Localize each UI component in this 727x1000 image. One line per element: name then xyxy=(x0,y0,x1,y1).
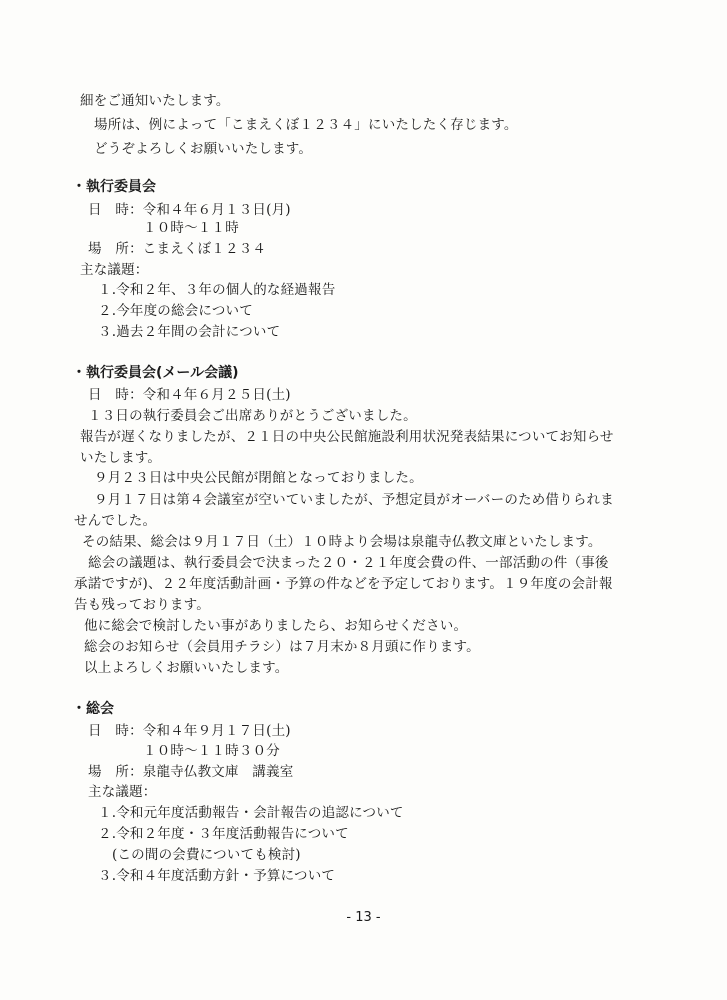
agenda-label: 主な議題： xyxy=(80,262,149,278)
body-line: 総会のお知らせ（会員用チラシ）は７月末か８月頭に作ります。 xyxy=(84,639,480,655)
page-number: - 13 - xyxy=(346,910,381,925)
meeting-place: 場 所：泉龍寺仏教文庫 講義室 xyxy=(88,764,294,780)
agenda-item-note: (この間の会費についても検討) xyxy=(112,847,301,863)
body-line: 承諾ですが)、２２年度活動計画・予算の件などを予定しております。１９年度の会計報 xyxy=(74,576,613,592)
body-line: その結果、総会は９月１７日（土）１０時より会場は泉龍寺仏教文庫といたします。 xyxy=(82,534,602,550)
body-line: 以上よろしくお願いいたします。 xyxy=(84,660,289,676)
agenda-item: ３.過去２年間の会計について xyxy=(98,324,281,340)
section-heading: ・執行委員会(メール会議) xyxy=(72,365,239,381)
body-line: 総会の議題は、執行委員会で決まった２０・２１年度会費の件、一部活動の件（事後 xyxy=(88,555,609,571)
agenda-item: ２.令和２年度・３年度活動報告について xyxy=(98,826,349,842)
body-line: 報告が遅くなりましたが、２１日の中央公民館施設利用状況発表結果についてお知らせ xyxy=(80,429,614,445)
meeting-time: １０時～１１時３０分 xyxy=(143,743,280,759)
body-line: １３日の執行委員会ご出席ありがとうございました。 xyxy=(88,408,417,424)
agenda-item: ３.令和４年度活動方針・予算について xyxy=(98,868,336,884)
agenda-item: ２.今年度の総会について xyxy=(98,303,253,319)
body-line: いたします。 xyxy=(80,450,162,466)
body-line: せんでした。 xyxy=(74,513,157,529)
body-line: 告も残っております。 xyxy=(74,597,210,613)
intro-line: どうぞよろしくお願いいたします。 xyxy=(94,141,313,157)
intro-line: 細をご通知いたします。 xyxy=(80,93,230,109)
body-line: ９月１７日は第４会議室が空いていましたが、予想定員がオーバーのため借りられま xyxy=(94,492,614,508)
meeting-date: 日 時：令和４年６月２５日(土) xyxy=(88,387,291,403)
section-heading: ・総会 xyxy=(72,701,114,717)
section-heading: ・執行委員会 xyxy=(72,179,156,195)
agenda-item: １.令和２年、３年の個人的な経過報告 xyxy=(98,282,336,298)
agenda-item: １.令和元年度活動報告・会計報告の追認について xyxy=(98,805,404,821)
body-line: 他に総会で検討したい事がありましたら、お知らせください。 xyxy=(84,618,468,634)
body-line: ９月２３日は中央公民館が閉館となっておりました。 xyxy=(94,470,423,486)
meeting-time: １０時～１１時 xyxy=(143,220,239,236)
meeting-date: 日 時：令和４年６月１３日(月) xyxy=(88,202,291,218)
agenda-label: 主な議題： xyxy=(88,784,157,800)
intro-line: 場所は、例によって「こまえくぼ１２３４」にいたしたく存じます。 xyxy=(94,117,518,133)
meeting-date: 日 時：令和４年９月１７日(土) xyxy=(88,723,291,739)
meeting-place: 場 所：こまえくぼ１２３４ xyxy=(88,241,267,257)
